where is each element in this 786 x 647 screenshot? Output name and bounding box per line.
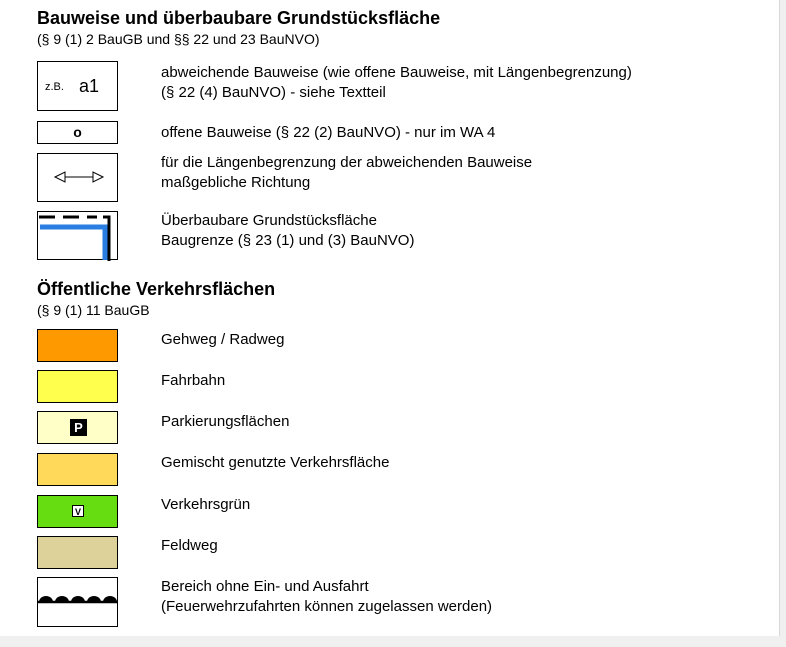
legend-label-gehweg: Gehweg / Radweg	[161, 331, 285, 348]
label-line: Baugrenze (§ 23 (1) und (3) BauNVO)	[161, 232, 415, 249]
symbol-feldweg	[37, 536, 118, 569]
symbol-zb-text: z.B.	[45, 81, 64, 93]
label-line: für die Längenbegrenzung der abweichenden Bauweise	[161, 154, 533, 171]
symbol-gehweg	[37, 329, 118, 362]
symbol-o-text: o	[73, 124, 82, 140]
verkehrsgruen-icon: V	[72, 505, 84, 517]
symbol-abweichende-bauweise	[37, 61, 118, 111]
label-line: (§ 22 (4) BauNVO) - siehe Textteil	[161, 84, 386, 101]
legend-label-offene-bauweise	[161, 123, 495, 143]
legend-label-laengenbegrenzung	[161, 153, 532, 193]
building-boundary-icon	[37, 211, 119, 263]
symbol-fahrbahn	[37, 370, 118, 403]
symbol-ohne-ein-ausfahrt	[37, 577, 118, 627]
label-line: Überbaubare Grundstücksfläche	[161, 212, 377, 229]
section-subtitle-verkehrsflaechen: (§ 9 (1) 11 BauGB	[37, 302, 150, 318]
legend-label-verkehrsgruen: Verkehrsgrün	[161, 496, 251, 513]
symbol-offene-bauweise	[37, 121, 118, 144]
legend-label-gemischt: Gemischt genutzte Verkehrsfläche	[161, 454, 390, 471]
legend-label-fahrbahn: Fahrbahn	[161, 372, 226, 389]
label-line: abweichende Bauweise (wie offene Bauweise, mit Längenbegrenzung)	[161, 64, 632, 81]
double-arrow-icon	[38, 154, 117, 201]
legend-label-parkierung: Parkierungsflächen	[161, 413, 290, 430]
label-line: (Feuerwehrzufahrten können zugelassen werden)	[161, 598, 493, 615]
legend-label-baugrenze	[161, 211, 414, 251]
section-title-bauweise: Bauweise und überbaubare Grundstücksfläche	[37, 8, 441, 28]
label-line: offene Bauweise (§ 22 (2) BauNVO) - nur im WA 4	[161, 124, 496, 141]
symbol-a1-text: a1	[79, 76, 100, 96]
section-title-verkehrsflaechen: Öffentliche Verkehrsflächen	[37, 279, 276, 299]
page-edge	[779, 0, 780, 636]
legend-label-feldweg: Feldweg	[161, 537, 218, 554]
symbol-gemischt	[37, 453, 118, 486]
parking-icon: P	[70, 419, 87, 436]
legend-label-abweichende-bauweise	[161, 63, 632, 103]
no-access-area-icon	[38, 578, 117, 626]
section-subtitle-bauweise: (§ 9 (1) 2 BauGB und §§ 22 und 23 BauNVO)	[37, 31, 320, 47]
symbol-baugrenze	[37, 211, 118, 260]
symbol-verkehrsgruen	[37, 495, 118, 528]
label-line: maßgebliche Richtung	[161, 174, 311, 191]
symbol-laengenbegrenzung	[37, 153, 118, 202]
label-line: Bereich ohne Ein- und Ausfahrt	[161, 578, 369, 595]
symbol-parkierung	[37, 411, 118, 444]
legend-label-ohne-ein-ausfahrt	[161, 577, 492, 617]
